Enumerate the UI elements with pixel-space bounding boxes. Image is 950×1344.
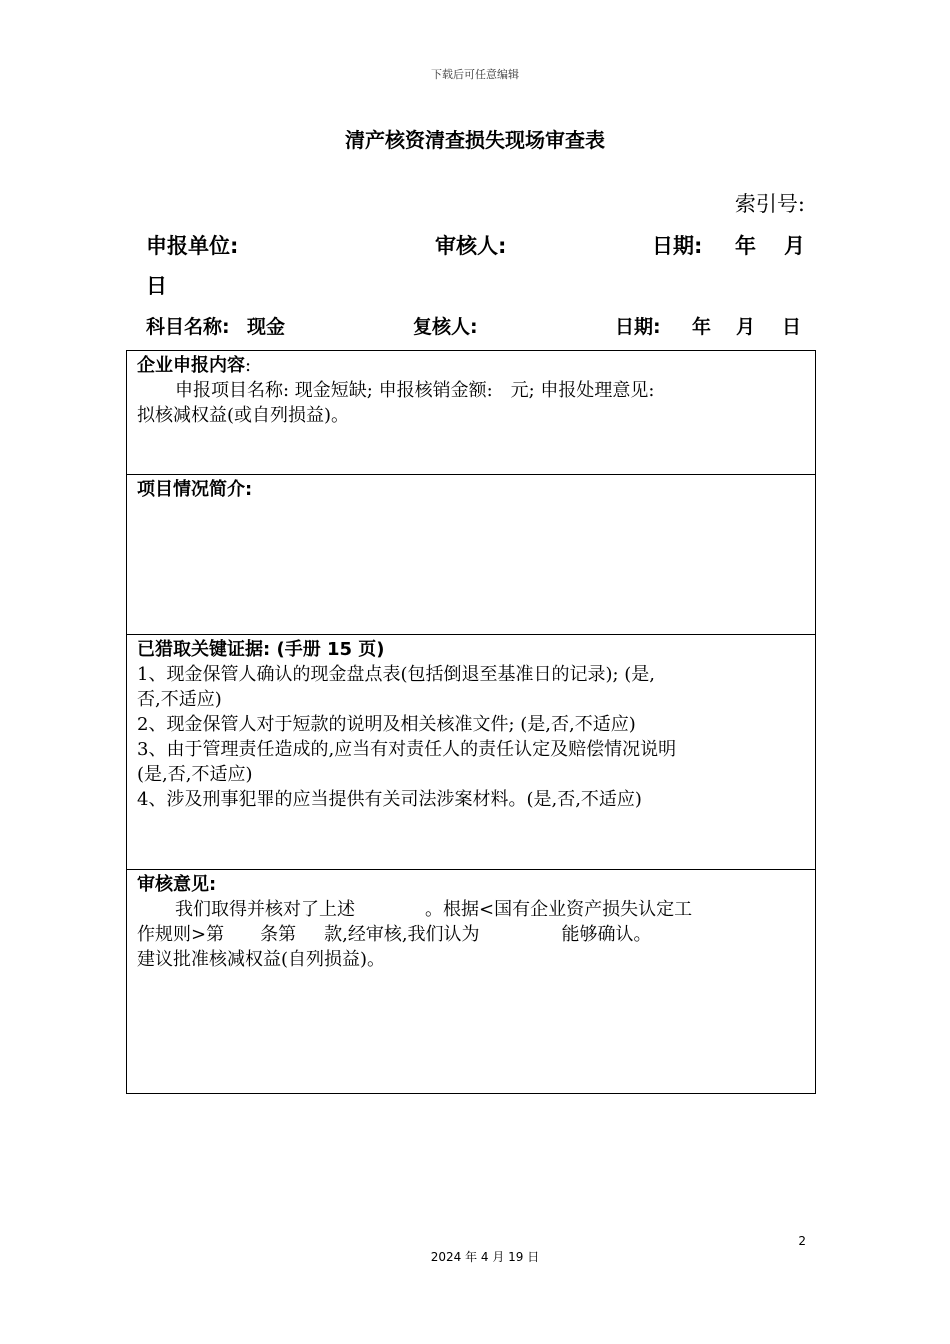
declaration-line-1: 申报项目名称: 现金短缺; 申报核销金额: 元; 申报处理意见: xyxy=(175,380,655,401)
recheck-date-day: 日 xyxy=(782,316,802,338)
evidence-line: 4、涉及刑事犯罪的应当提供有关司法涉案材料。(是,否,不适应) xyxy=(137,789,642,810)
declaration-heading: 企业申报内容: xyxy=(137,355,252,376)
opinion-heading: 审核意见: xyxy=(137,874,217,895)
evidence-line: 3、由于管理责任造成的,应当有对责任人的责任认定及赔偿情况说明 xyxy=(137,739,677,760)
declaration-line-2: 拟核减权益(或自列损益)。 xyxy=(137,405,350,426)
review-date-month: 月 xyxy=(784,234,805,258)
evidence-section xyxy=(127,635,816,870)
review-form-table xyxy=(126,350,816,1094)
opinion-line-3: 建议批准核减权益(自列损益)。 xyxy=(137,949,386,970)
overview-section xyxy=(127,475,816,635)
index-number-label: 索引号: xyxy=(734,192,805,216)
evidence-line: 2、现金保管人对于短款的说明及相关核准文件; (是,否,不适应) xyxy=(137,714,636,735)
review-date-year: 年 xyxy=(735,234,756,258)
reviewer-label: 审核人: xyxy=(435,234,507,258)
evidence-line: 否,不适应) xyxy=(137,689,222,710)
evidence-heading: 已猎取关键证据: (手册 15 页) xyxy=(137,639,385,660)
overview-heading: 项目情况简介: xyxy=(137,479,253,500)
declaration-section xyxy=(127,351,816,475)
header-note: 下载后可任意编辑 xyxy=(431,68,519,81)
recheck-date-label: 日期: xyxy=(615,316,661,338)
rechecker-label: 复核人: xyxy=(413,316,478,338)
review-date-day: 日 xyxy=(146,274,167,298)
evidence-line: 1、现金保管人确认的现金盘点表(包括倒退至基准日的记录); (是, xyxy=(137,664,656,685)
recheck-date-month: 月 xyxy=(736,316,756,338)
subject-name-label: 科目名称: xyxy=(146,316,230,338)
recheck-date-year: 年 xyxy=(692,316,712,338)
opinion-line-2: 作规则>第 条第 款,经审核,我们认为 能够确认。 xyxy=(137,924,652,945)
review-date-label: 日期: xyxy=(652,234,703,258)
footer-date: 2024 年 4 月 19 日 xyxy=(430,1250,540,1264)
page-title: 清产核资清查损失现场审查表 xyxy=(345,128,605,152)
opinion-line-1: 我们取得并核对了上述 。根据<国有企业资产损失认定工 xyxy=(175,899,693,920)
declaring-unit-label: 申报单位: xyxy=(146,234,239,258)
opinion-section xyxy=(127,870,816,1094)
subject-name-value: 现金 xyxy=(247,316,286,338)
page-number: 2 xyxy=(798,1234,806,1248)
evidence-line: (是,否,不适应) xyxy=(137,764,253,785)
